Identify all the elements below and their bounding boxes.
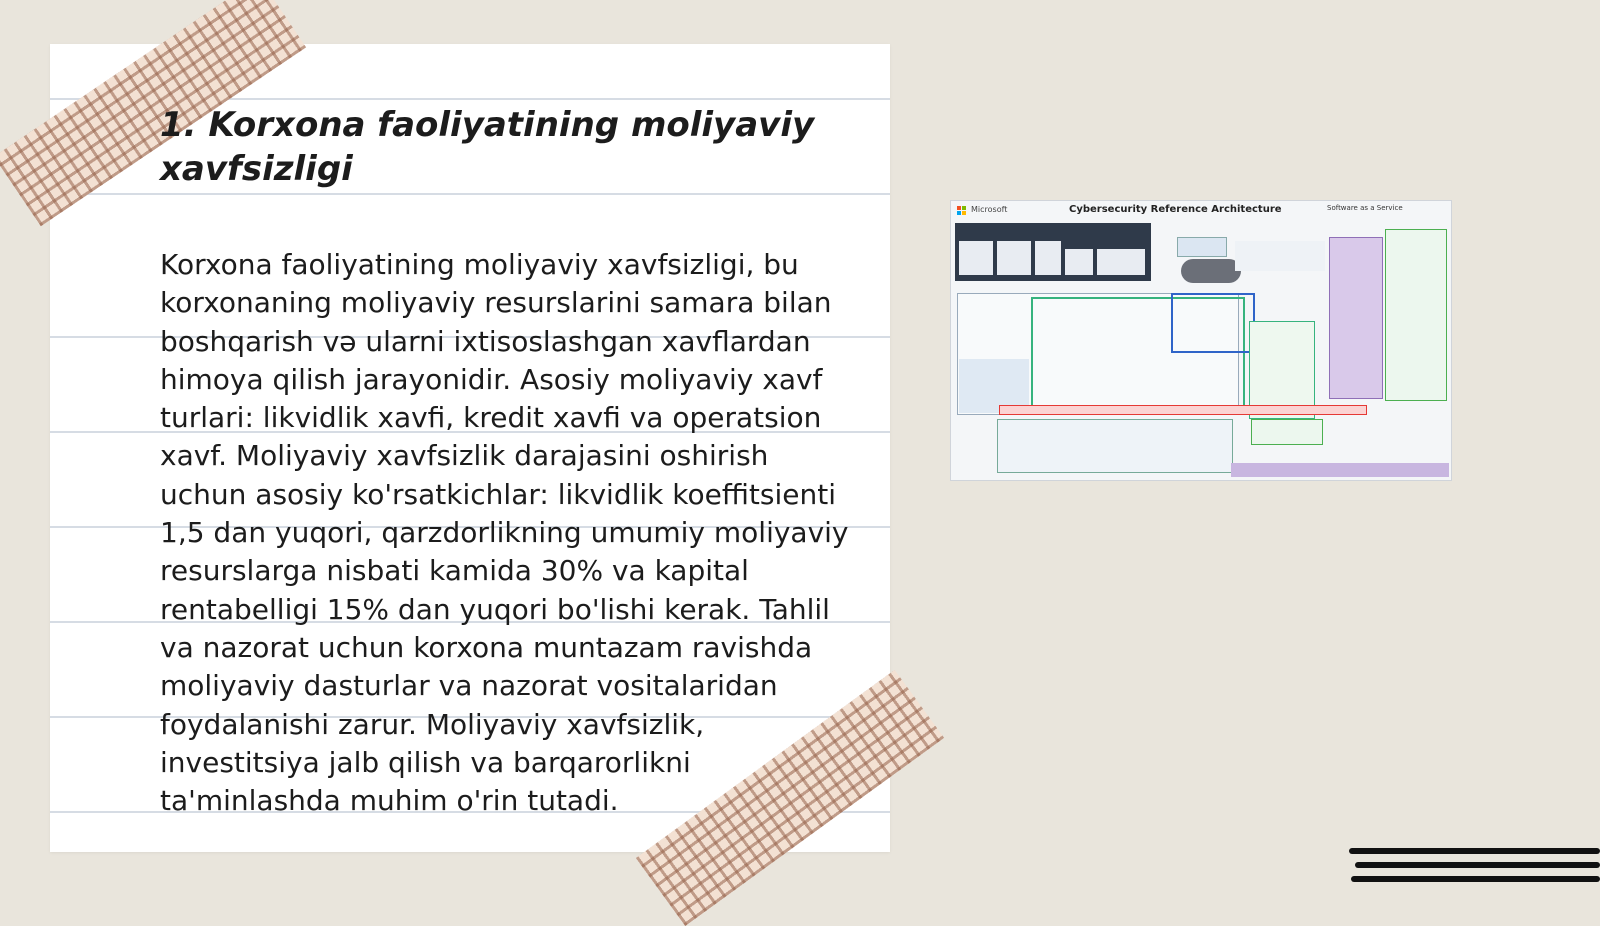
diagram-header: [951, 201, 1451, 221]
decorative-stripes: [1349, 848, 1600, 888]
diagram-clients-block: [997, 419, 1233, 473]
diagram-ops-inner-5: [1097, 249, 1145, 275]
diagram-bottom-right-block: [1251, 419, 1323, 445]
diagram-iot-block: [1177, 237, 1227, 257]
diagram-ops-inner-3: [1035, 241, 1061, 275]
microsoft-logo-icon: [957, 206, 967, 216]
slide-body-text: Korxona faoliyatining moliyaviy xavfsizligi, bu korxonaning moliyaviy resurslarini samara bilan boshqarish və ularni ixtisoslashgan xavflardan himoya qilish jarayonidir. Asosiy moliyaviy xavf turlari: likvidlik xavfi, kredit xavfi va operatsion xavf. Moliyaviy xavfsizlik darajasini oshirish uchun asosiy ko'rsatkichlar: likvidlik koeffitsienti 1,5 dan yuqori, qarzdorlikning umumiy moliyaviy resurslarga nisbati kamida 30% va kapital rentabelligi 15% dan yuqori bo'lishi kerak. Tahlil va nazorat uchun korxona muntazam ravishda moliyaviy dasturlar va nazorat vositalaridan foydalanishi zarur. Moliyaviy xavfsizlik, investitsiya jalb qilish va barqarorlikni ta'minlashda muhim o'rin tutadi.: [160, 248, 849, 818]
diagram-info-protection-block: [1385, 229, 1447, 401]
diagram-saas-label: Software as a Service: [1327, 204, 1403, 212]
architecture-diagram-image: [950, 200, 1452, 481]
diagram-ops-inner-1: [959, 241, 993, 275]
diagram-brand: Microsoft: [971, 205, 1008, 214]
diagram-blue-frame: [1171, 293, 1255, 353]
diagram-devices-block: [1235, 241, 1325, 271]
diagram-title: Cybersecurity Reference Architecture: [1069, 204, 1282, 215]
diagram-ops-inner-4: [1065, 249, 1093, 275]
diagram-red-bar: [999, 405, 1367, 415]
diagram-bottom-band: [1231, 463, 1449, 477]
slide-title: 1. Korxona faoliyatining moliyaviy xavfsizligi: [160, 105, 815, 189]
diagram-cloud-shape: [1181, 259, 1241, 283]
diagram-ops-inner-2: [997, 241, 1031, 275]
diagram-identity-block: [1329, 237, 1383, 399]
